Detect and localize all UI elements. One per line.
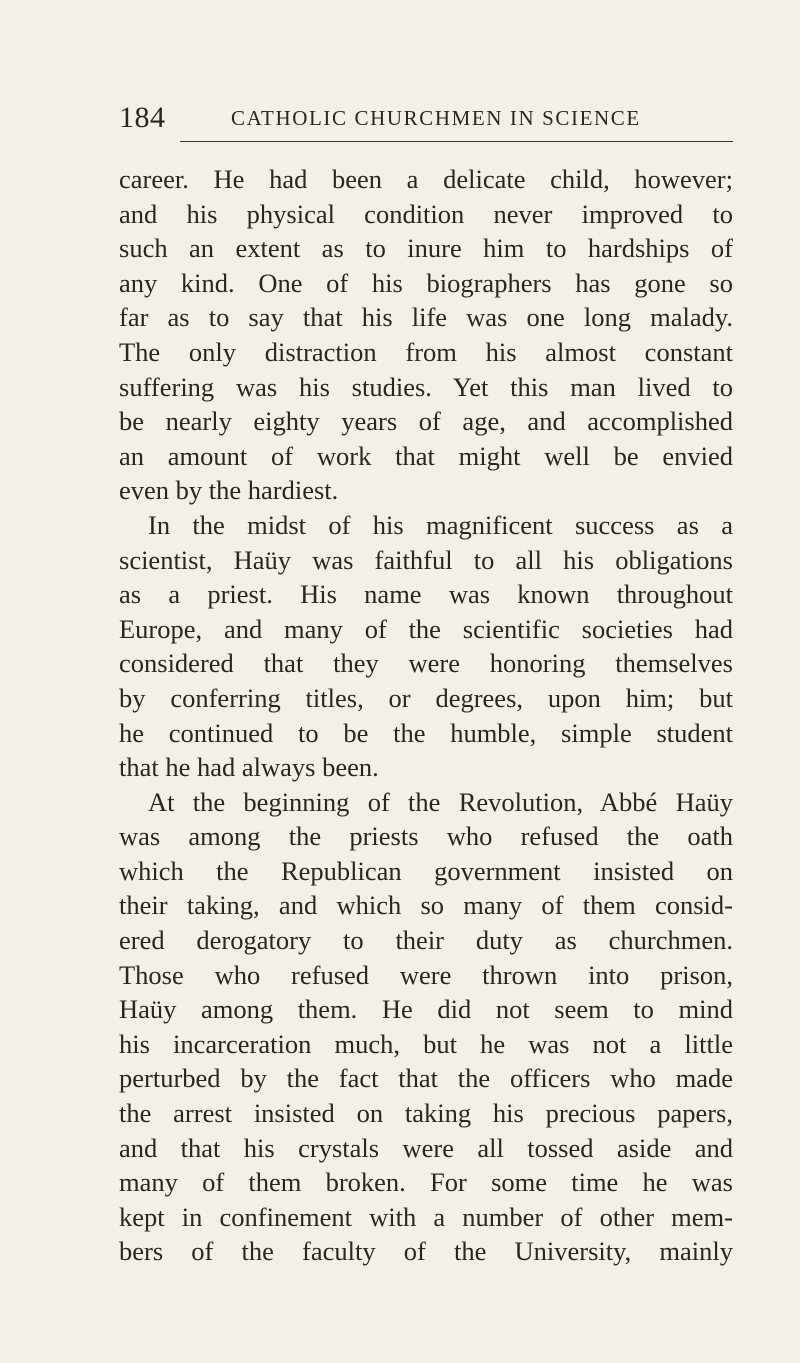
- text-line: and his physical condition never improved to: [119, 198, 733, 229]
- text-line: and that his crystals were all tossed aside and: [119, 1132, 733, 1163]
- text-line: considered that they were honoring themselves: [119, 648, 733, 679]
- text-line: suffering was his studies. Yet this man lived to: [119, 371, 733, 402]
- text-line: as a priest. His name was known throughout: [119, 579, 733, 610]
- text-line: far as to say that his life was one long malady.: [119, 302, 733, 333]
- paragraph-start-line: In the midst of his magnificent success as a: [148, 509, 733, 540]
- text-line: such an extent as to inure him to hardships of: [119, 233, 733, 264]
- text-line: career. He had been a delicate child, however;: [119, 164, 733, 194]
- text-line: he continued to be the humble, simple student: [119, 717, 733, 748]
- text-line: The only distraction from his almost constant: [119, 336, 733, 367]
- running-head: [119, 100, 733, 136]
- text-line: his incarceration much, but he was not a little: [119, 1028, 733, 1059]
- text-line: kept in confinement with a number of other mem-: [119, 1201, 733, 1232]
- text-line: which the Republican government insisted on: [119, 855, 733, 886]
- paragraph-end-line: even by the hardiest.: [119, 475, 339, 506]
- text-line: be nearly eighty years of age, and accomplished: [119, 406, 733, 437]
- text-line: ered derogatory to their duty as churchmen.: [119, 925, 733, 956]
- text-line: the arrest insisted on taking his precious papers,: [119, 1098, 733, 1129]
- text-line: Haüy among them. He did not seem to mind: [119, 994, 733, 1025]
- text-line: an amount of work that might well be envied: [119, 440, 733, 471]
- text-line: many of them broken. For some time he was: [119, 1167, 733, 1198]
- text-line: bers of the faculty of the University, mainly: [119, 1236, 733, 1267]
- text-line: was among the priests who refused the oath: [119, 821, 733, 852]
- text-line: perturbed by the fact that the officers who made: [119, 1063, 733, 1094]
- text-line: their taking, and which so many of them consid-: [119, 890, 733, 921]
- paragraph-end-line: that he had always been.: [119, 752, 379, 783]
- page-number: 184: [119, 101, 166, 134]
- running-title: CATHOLIC CHURCHMEN IN SCIENCE: [231, 106, 641, 130]
- text-line: scientist, Haüy was faithful to all his obligations: [119, 544, 733, 575]
- text-line: Those who refused were thrown into prison,: [119, 959, 733, 990]
- text-line: by conferring titles, or degrees, upon him; but: [119, 682, 733, 713]
- text-line: any kind. One of his biographers has gone so: [119, 267, 733, 298]
- paragraph-start-line: At the beginning of the Revolution, Abbé Haüy: [148, 786, 733, 817]
- header-rule: [180, 141, 733, 142]
- text-line: Europe, and many of the scientific societies had: [119, 613, 733, 644]
- body-text: [119, 162, 733, 1269]
